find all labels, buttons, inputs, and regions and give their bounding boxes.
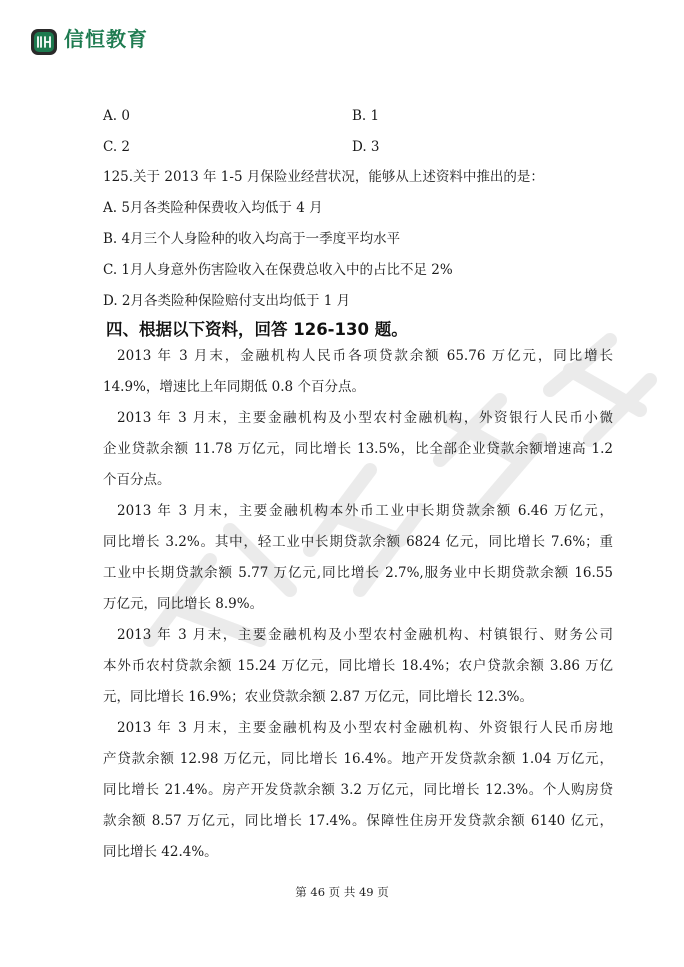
passage-line: 2013 年 3 月末，主要金融机构及小型农村金融机构、外资银行人民币房地	[117, 720, 613, 736]
q124-option-c: C. 2	[103, 138, 131, 155]
q125-option-d: D. 2月各类险种保险赔付支出均低于 1 月	[103, 293, 351, 309]
q125-option-a: A. 5月各类险种保费收入均低于 4 月	[103, 200, 323, 216]
q124-option-a: A. 0	[103, 107, 130, 124]
q124-options-row-1	[103, 100, 613, 131]
q124-option-d: D. 3	[352, 138, 380, 155]
question-block	[103, 100, 613, 317]
q124-options-row-2	[103, 131, 613, 162]
passage	[103, 341, 613, 868]
passage-line: 款余额 8.57 万亿元，同比增长 17.4%。保障性住房开发贷款余额 6140 亿元，	[103, 813, 613, 829]
passage-line: 2013 年 3 月末，主要金融机构及小型农村金融机构，外资银行人民币小微	[117, 410, 613, 426]
passage-line: 2013 年 3 月末，金融机构人民币各项贷款余额 65.76 万亿元，同比增长	[117, 348, 613, 364]
logo-subtext	[64, 51, 148, 55]
passage-line: 14.9%，增速比上年同期低 0.8 个百分点。	[103, 379, 365, 395]
passage-line: 本外币农村贷款余额 15.24 万亿元，同比增长 18.4%；农户贷款余额 3.86 万亿	[103, 658, 613, 674]
passage-line: 同比增长 21.4%。房产开发贷款余额 3.2 万亿元，同比增长 12.3%。个人购房贷	[103, 782, 613, 798]
passage-line: 2013 年 3 月末，主要金融机构本外币工业中长期贷款余额 6.46 万亿元，	[117, 503, 613, 519]
passage-line: 个百分点。	[103, 472, 171, 488]
passage-line: 同比增长 3.2%。其中，轻工业中长期贷款余额 6824 亿元，同比增长 7.6%；重	[103, 534, 613, 550]
section-heading: 四、根据以下资料，回答 126-130 题。	[106, 320, 408, 339]
logo-mark-icon	[30, 28, 58, 56]
passage-line: 同比增长 42.4%。	[103, 844, 218, 860]
passage-line: 工业中长期贷款余额 5.77 万亿元,同比增长 2.7%,服务业中长期贷款余额 16.55	[103, 565, 613, 581]
page-number: 第 46 页 共 49 页	[295, 885, 389, 899]
passage-line: 万亿元，同比增长 8.9%。	[103, 596, 264, 612]
brand-logo	[30, 28, 148, 56]
q125-stem: 125.关于 2013 年 1-5 月保险业经营状况，能够从上述资料中推出的是：	[103, 169, 544, 185]
logo-text: 信恒教育	[64, 27, 148, 51]
passage-line: 元，同比增长 16.9%；农业贷款余额 2.87 万亿元，同比增长 12.3%。	[103, 689, 533, 705]
passage-line: 2013 年 3 月末，主要金融机构及小型农村金融机构、村镇银行、财务公司	[117, 627, 613, 643]
q125-option-b: B. 4月三个人身险种的收入均高于一季度平均水平	[103, 231, 401, 247]
q124-option-b: B. 1	[352, 107, 380, 124]
passage-line: 产贷款余额 12.98 万亿元，同比增长 16.4%。地产开发贷款余额 1.04 万亿元，	[103, 751, 613, 767]
q125-option-c: C. 1月人身意外伤害险收入在保费总收入中的占比不足 2%	[103, 262, 453, 278]
passage-line: 企业贷款余额 11.78 万亿元，同比增长 13.5%，比全部企业贷款余额增速高 1.2	[103, 441, 613, 457]
